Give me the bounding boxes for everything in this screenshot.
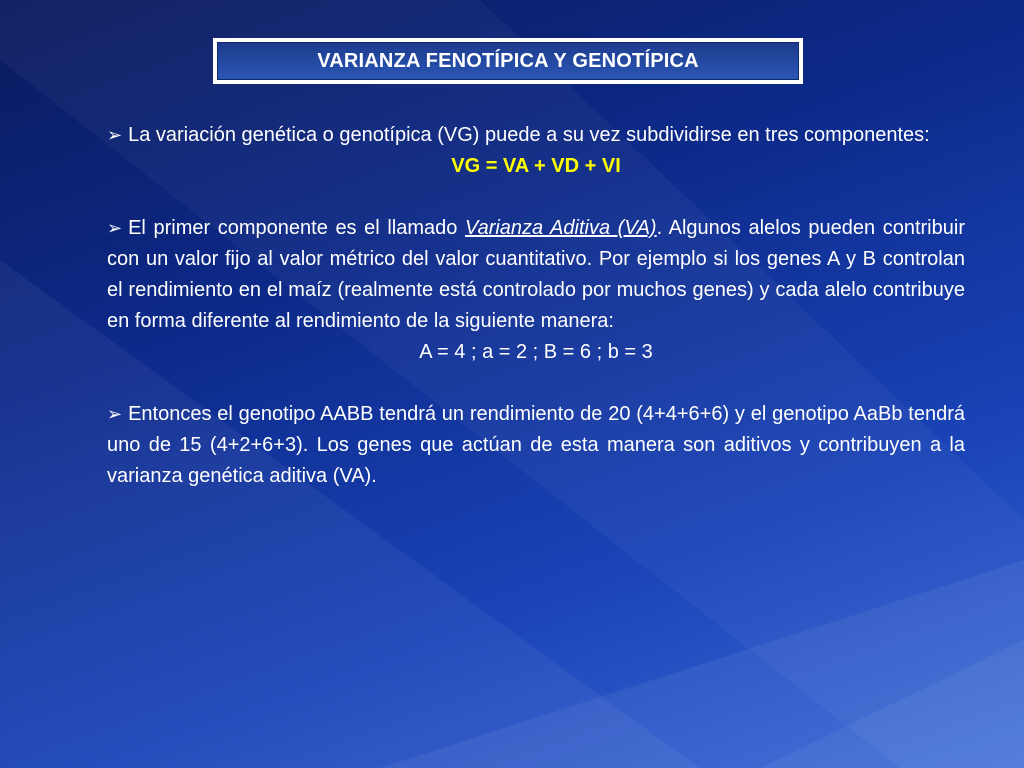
slide-title: VARIANZA FENOTÍPICA Y GENOTÍPICA: [317, 49, 699, 72]
term-varianza-aditiva: Varianza Aditiva (VA): [464, 217, 657, 239]
bullet-arrow-icon: ➢: [107, 218, 123, 238]
paragraph-1: [107, 120, 965, 151]
formula-line: VG = VA + VD + VI: [451, 155, 621, 177]
paragraph-3: [107, 399, 965, 492]
paragraph-3-text: Entonces el genotipo AABB tendrá un rendimiento de 20 (4+4+6+6) y el genotipo AaBb tendrá uno de 15 (4+2+6+3). Los genes que actúan de esta manera son aditivos y contribuyen a la varianza genética aditiva (VA).: [107, 403, 965, 487]
bullet-arrow-icon: ➢: [107, 125, 123, 145]
bullet-arrow-icon: ➢: [107, 404, 123, 424]
spacer: [107, 182, 965, 213]
slide-title-box: [217, 42, 799, 80]
paragraph-2: [107, 213, 965, 337]
paragraph-2-post: . Algunos alelos pueden contribuir con un valor fijo al valor métrico del valor cuantitativo. Por ejemplo si los genes A y B controlan el rendimiento en el maíz (realmente está controlado por muchos genes) y cada alelo contribuye en forma diferente al rendimiento de la siguiente manera:: [107, 217, 965, 332]
slide-title-frame: [213, 38, 803, 84]
slide-content: [107, 120, 965, 492]
paragraph-2-pre: El primer componente es el llamado: [128, 217, 465, 239]
paragraph-1-text: La variación genética o genotípica (VG) puede a su vez subdividirse en tres componentes:: [128, 124, 930, 146]
allele-values-line: A = 4 ; a = 2 ; B = 6 ; b = 3: [419, 341, 653, 363]
spacer: [107, 368, 965, 399]
